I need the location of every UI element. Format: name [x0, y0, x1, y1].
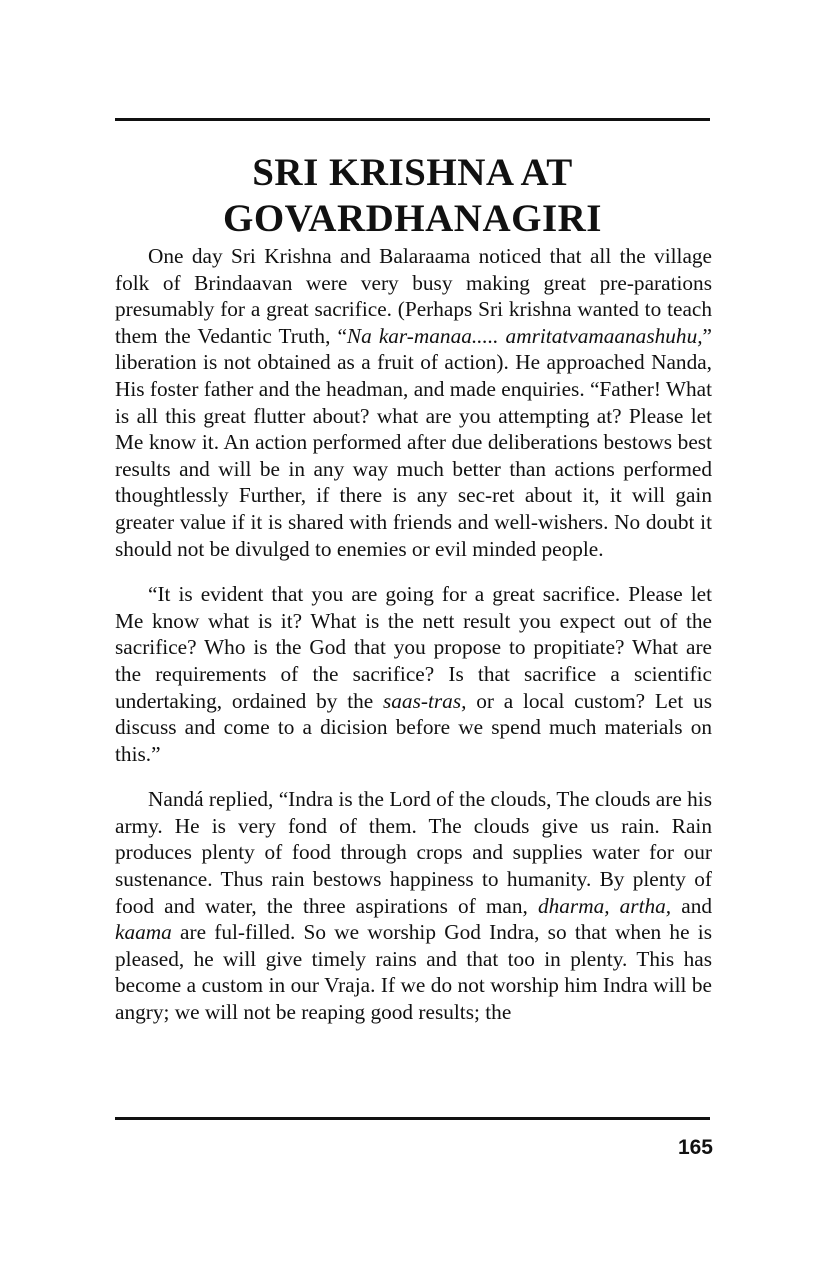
text-run: are ful-filled. So we worship God Indra, so that when he is pleased, he will give timely rains and that too in plenty. This has become a custom in our Vraja. If we do not worship him Indra will be angry; we will not be reaping good results; the: [115, 920, 712, 1025]
text-run: ” liberation is not obtained as a fruit of action). He approached Nanda, His foster father and the headman, and made enquiries. “Father! What is all this great flutter about? what are you attempting at? Please let Me know it. An action performed after due deliberations bestows best results and will be in any way much better than actions performed thoughtlessly Further, if there is any sec-ret about it, it will gain greater value if it is shared with friends and well-wishers. No doubt it should not be divulged to enemies or evil minded people.: [115, 323, 712, 561]
top-rule: [115, 118, 710, 121]
italic-text-run: Na kar-manaa..... amritatvamaanashuhu,: [346, 323, 703, 348]
page-number: 165: [677, 1136, 713, 1159]
chapter-title: [115, 150, 710, 242]
text-run: or a local custom? Let us discuss and come to a dicision before we spend much materials on this.”: [115, 688, 712, 766]
text-run: One day Sri Krishna and Balaraama noticed that all the village folk of Brindaavan were very busy making great pre-parations presumably for a great sacrifice. (Perhaps Sri krishna wanted to teach them the Vedantic Truth, “: [115, 244, 712, 348]
text-run: “It is evident that you are going for a great sacrifice. Please let Me know what is it? What is the nett result you expect out of the sacrifice? Who is the God that you propose to propitiate? What are the requirements of the sacrifice? Is that sacrifice a scientific undertaking, ordained by the: [115, 582, 712, 713]
text-run: Nandá replied, “Indra is the Lord of the clouds, The clouds are his army. He is very fond of them. The clouds give us rain. Rain produces plenty of food through crops and supplies water for our sustenance. Thus rain bestows happiness to humanity. By plenty of food and water, the three aspirations of man,: [115, 787, 712, 918]
text-run: and: [671, 893, 712, 918]
body-text: [115, 243, 712, 1026]
italic-text-run: dharma, artha,: [537, 893, 672, 918]
paragraph-2: [115, 581, 712, 767]
italic-text-run: saas-tras,: [383, 688, 467, 713]
chapter-title-line-1: SRI KRISHNA AT: [252, 151, 573, 194]
paragraph-1: [115, 243, 712, 562]
chapter-title-line-2: GOVARDHANAGIRI: [223, 197, 602, 240]
bottom-rule: [115, 1117, 710, 1120]
paragraph-3: [115, 786, 712, 1025]
italic-text-run: kaama: [115, 920, 172, 945]
